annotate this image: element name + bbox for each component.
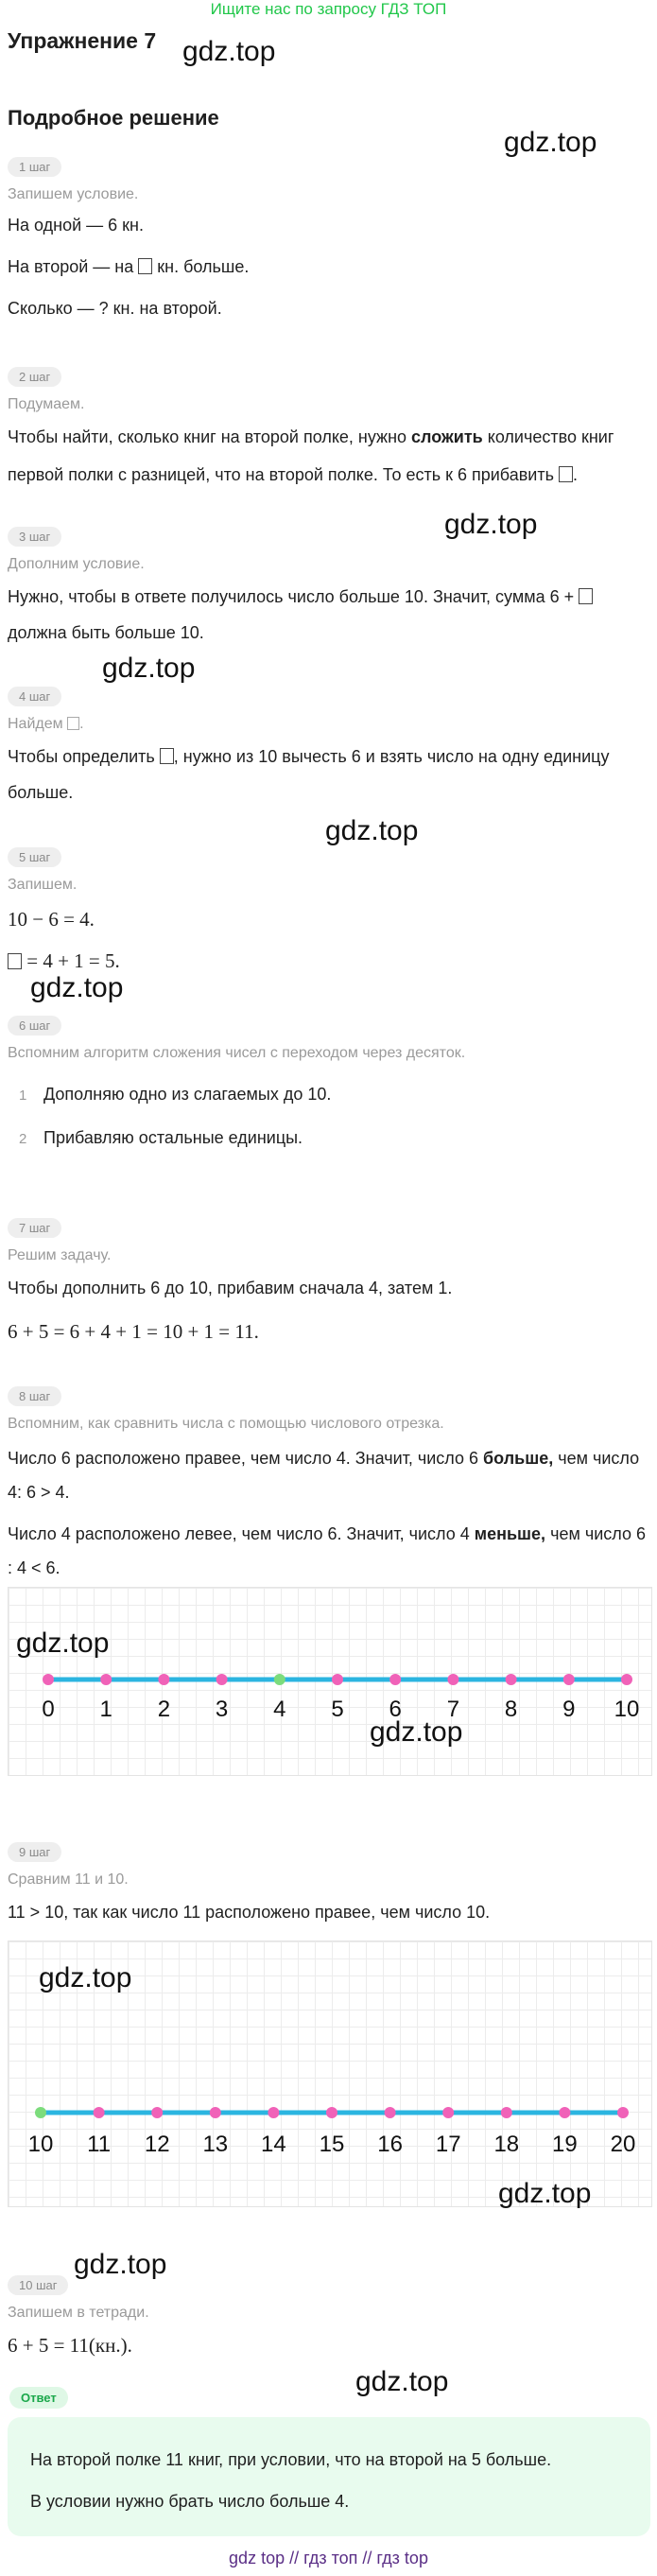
number-line-point <box>617 2107 629 2118</box>
text-line: Чтобы дополнить 6 до 10, прибавим сначала 4, затем 1. <box>8 1279 453 1297</box>
watermark: gdz.top <box>444 509 538 540</box>
text-line <box>8 251 650 283</box>
number-line-10-20 <box>8 1941 652 2207</box>
text-fragment: Чтобы определить <box>8 747 155 766</box>
number-line-label: 15 <box>319 2132 345 2157</box>
number-line-point <box>158 1674 169 1685</box>
answer-badge: Ответ <box>9 2387 68 2409</box>
step-5 <box>8 847 650 977</box>
watermark: gdz.top <box>39 1962 132 1993</box>
list-item <box>8 1117 650 1160</box>
step-pill: 3 шаг <box>8 527 61 547</box>
text-line: больше. <box>8 783 74 802</box>
number-line-point <box>442 2107 454 2118</box>
step-caption: Дополним условие. <box>8 556 145 572</box>
text-line <box>8 1442 650 1474</box>
number-line-point <box>35 2107 46 2118</box>
step-caption: Сравним 11 и 10. <box>8 1871 129 1888</box>
text-fragment: , нужно из 10 вычесть 6 и взять число на одну единицу <box>173 747 610 766</box>
number-line-point <box>563 1674 575 1685</box>
text-fragment: чем число <box>553 1449 640 1468</box>
text-fragment: = 4 + 1 = 5. <box>26 949 120 972</box>
text-line <box>8 421 650 453</box>
number-line-label: 14 <box>261 2132 286 2157</box>
number-line-point <box>621 1674 632 1685</box>
footer-links[interactable]: gdz top // гдз топ // гдз top <box>229 2549 428 2567</box>
number-line-label: 20 <box>610 2132 636 2157</box>
step-pill: 4 шаг <box>8 687 61 706</box>
number-line-point <box>216 1674 228 1685</box>
number-line-label: 1 <box>99 1697 112 1722</box>
watermark: gdz.top <box>325 815 419 846</box>
bold-text: больше, <box>483 1449 554 1468</box>
watermark: gdz.top <box>504 127 597 158</box>
bold-text: сложить <box>411 427 483 446</box>
watermark: gdz.top <box>102 653 196 684</box>
number-line-label: 5 <box>331 1697 344 1722</box>
number-line-0-10 <box>8 1587 652 1776</box>
text-line: : 4 < 6. <box>8 1558 61 1577</box>
step-caption: Вспомним, как сравнить числа с помощью числового отрезка. <box>8 1416 444 1432</box>
step-caption: Вспомним алгоритм сложения чисел с переходом через десяток. <box>8 1045 466 1061</box>
section-title: Подробное решение <box>8 106 219 130</box>
text-line: Сколько — ? кн. на второй. <box>8 299 222 318</box>
text-line <box>8 740 650 773</box>
text-fragment: Число 6 расположено правее, чем число 4. Значит, число 6 <box>8 1449 484 1468</box>
number-line-point <box>447 1674 458 1685</box>
number-line-label: 10 <box>614 1697 640 1722</box>
step-pill: 1 шаг <box>8 157 61 177</box>
step-caption: Запишем. <box>8 877 78 893</box>
watermark: gdz.top <box>498 2178 592 2209</box>
text-line: 11 > 10, так как число 11 расположено правее, чем число 10. <box>8 1903 491 1922</box>
number-line-point <box>268 2107 279 2118</box>
step-pill: 9 шаг <box>8 1842 61 1862</box>
step-caption: Запишем в тетради. <box>8 2305 149 2321</box>
page-title: Упражнение 7 <box>8 28 157 53</box>
answer-line: В условии нужно брать число больше 4. <box>30 2492 350 2511</box>
number-line-label: 17 <box>435 2132 461 2157</box>
step-pill: 10 шаг <box>8 2275 68 2295</box>
step-3 <box>8 527 650 649</box>
number-line-label: 9 <box>562 1697 576 1722</box>
text-fragment: Найдем <box>8 716 63 732</box>
text-fragment: . <box>572 465 578 484</box>
number-line-point <box>332 1674 343 1685</box>
step-4 <box>8 687 650 809</box>
math-line <box>8 945 650 977</box>
math-line: 6 + 5 = 11(кн.). <box>8 2334 132 2357</box>
text-fragment: количество книг <box>482 427 614 446</box>
number-line-label: 8 <box>504 1697 518 1722</box>
number-line-label: 4 <box>273 1697 286 1722</box>
number-line-label: 6 <box>389 1697 402 1722</box>
unknown-box-icon <box>138 258 152 274</box>
unknown-box-icon <box>579 588 593 604</box>
step-pill: 5 шаг <box>8 847 61 867</box>
ordered-list <box>8 1073 650 1160</box>
top-banner: Ищите нас по запросу ГДЗ ТОП <box>210 0 447 18</box>
unknown-box-icon <box>8 953 22 969</box>
step-6 <box>8 1016 650 1160</box>
watermark: gdz.top <box>182 36 276 67</box>
number-line-label: 7 <box>446 1697 460 1722</box>
text-line <box>8 1518 650 1550</box>
step-1 <box>8 157 650 324</box>
number-line-label: 19 <box>552 2132 578 2157</box>
list-number: 1 <box>19 1088 27 1104</box>
list-item <box>8 1073 650 1117</box>
unknown-box-icon <box>67 717 79 730</box>
number-line-svg <box>9 1588 651 1775</box>
number-line-label: 12 <box>144 2132 170 2157</box>
text-fragment: Нужно, чтобы в ответе получилось число больше 10. Значит, сумма 6 + <box>8 587 575 606</box>
number-line-label: 10 <box>27 2132 54 2157</box>
number-line-point <box>559 2107 570 2118</box>
text-fragment: Чтобы найти, сколько книг на второй полке, нужно <box>8 427 412 446</box>
number-line-point <box>94 2107 105 2118</box>
text-line <box>8 581 650 613</box>
step-9 <box>8 1842 650 1928</box>
step-caption: Подумаем. <box>8 396 85 412</box>
step-pill: 2 шаг <box>8 367 61 387</box>
step-pill: 7 шаг <box>8 1218 61 1238</box>
unknown-box-icon <box>160 748 174 764</box>
step-caption: Решим задачу. <box>8 1247 112 1263</box>
number-line-point <box>389 1674 401 1685</box>
watermark: gdz.top <box>30 972 124 1003</box>
step-7 <box>8 1218 650 1348</box>
text-line: 4: 6 > 4. <box>8 1483 70 1502</box>
number-line-label: 0 <box>42 1697 55 1722</box>
number-line-label: 13 <box>202 2132 229 2157</box>
text-fragment: На второй — на <box>8 257 134 276</box>
step-caption: Запишем условие. <box>8 186 139 202</box>
text-fragment: кн. больше. <box>157 257 250 276</box>
number-line-point <box>210 2107 221 2118</box>
number-line-label: 3 <box>215 1697 229 1722</box>
step-caption: Найдем . <box>8 716 84 732</box>
number-line-point <box>100 1674 112 1685</box>
step-2 <box>8 367 650 491</box>
step-pill: 8 шаг <box>8 1386 61 1406</box>
answer-box <box>8 2417 650 2536</box>
text-line <box>8 459 650 491</box>
bold-text: меньше, <box>474 1524 546 1543</box>
answer-line: На второй полке 11 книг, при условии, что на второй на 5 больше. <box>30 2450 552 2469</box>
text-fragment: первой полки с разницей, что на второй полке. То есть к 6 прибавить <box>8 465 554 484</box>
math-line: 10 − 6 = 4. <box>8 908 95 931</box>
number-line-point <box>151 2107 163 2118</box>
number-line-point <box>501 2107 512 2118</box>
number-line-label: 2 <box>157 1697 171 1722</box>
text-line: На одной — 6 кн. <box>8 216 144 235</box>
watermark: gdz.top <box>370 1716 463 1748</box>
number-line-label: 11 <box>87 2132 112 2157</box>
text-fragment: чем число 6 <box>545 1524 646 1543</box>
watermark: gdz.top <box>74 2249 167 2280</box>
list-text: Прибавляю остальные единицы. <box>43 1128 303 1147</box>
number-line-point <box>43 1674 54 1685</box>
math-line: 6 + 5 = 6 + 4 + 1 = 10 + 1 = 11. <box>8 1320 259 1343</box>
number-line-point <box>274 1674 285 1685</box>
number-line-label: 18 <box>493 2132 520 2157</box>
step-8 <box>8 1386 650 1584</box>
number-line-point <box>506 1674 517 1685</box>
step-10 <box>8 2275 650 2361</box>
list-number: 2 <box>19 1131 27 1147</box>
number-line-label: 16 <box>377 2132 403 2157</box>
unknown-box-icon <box>559 466 573 482</box>
watermark: gdz.top <box>355 2366 449 2397</box>
number-line-point <box>385 2107 396 2118</box>
number-line-point <box>326 2107 337 2118</box>
list-text: Дополняю одно из слагаемых до 10. <box>43 1085 332 1104</box>
text-fragment: Число 4 расположено левее, чем число 6. Значит, число 4 <box>8 1524 475 1543</box>
text-line: должна быть больше 10. <box>8 623 204 642</box>
watermark: gdz.top <box>16 1627 110 1659</box>
step-pill: 6 шаг <box>8 1016 61 1036</box>
